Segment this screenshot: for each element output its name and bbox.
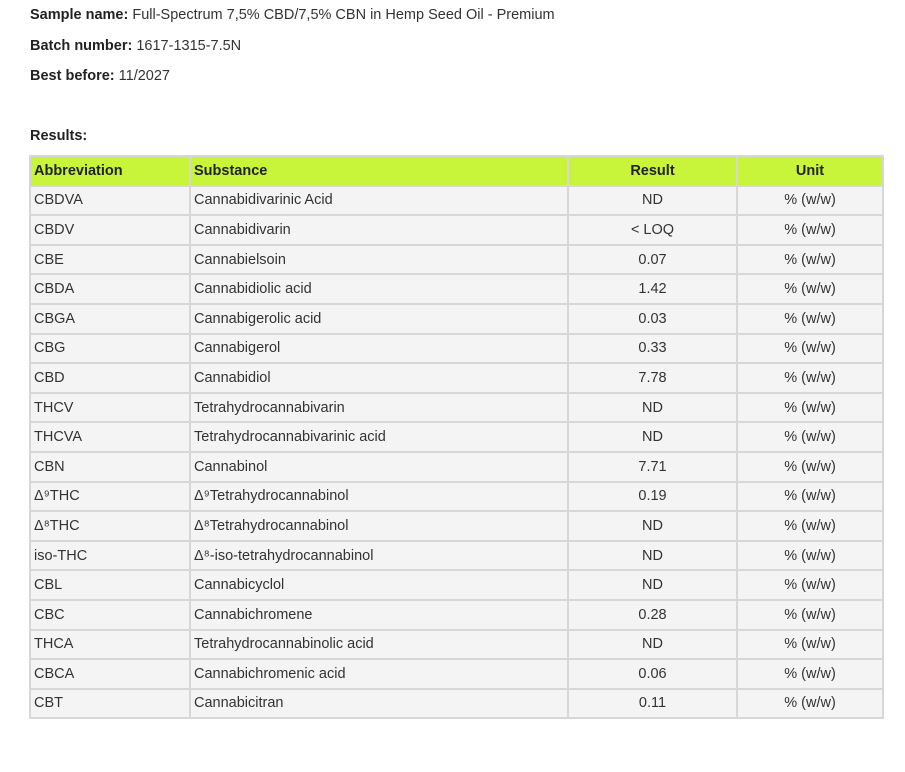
cell-abbreviation: THCVA <box>30 422 190 452</box>
cell-result: 0.06 <box>568 659 737 689</box>
cell-result: ND <box>568 630 737 660</box>
cell-result: 0.11 <box>568 689 737 719</box>
cell-abbreviation: CBG <box>30 334 190 364</box>
cell-unit: % (w/w) <box>737 570 883 600</box>
cell-unit: % (w/w) <box>737 274 883 304</box>
results-table-body <box>30 186 883 719</box>
cell-result: 7.78 <box>568 363 737 393</box>
cell-result: ND <box>568 570 737 600</box>
cell-substance: Cannabidiol <box>190 363 568 393</box>
cell-abbreviation: THCV <box>30 393 190 423</box>
cell-unit: % (w/w) <box>737 689 883 719</box>
sample-name-line <box>30 0 555 31</box>
table-row <box>30 452 883 482</box>
table-row <box>30 422 883 452</box>
best-before-line <box>30 61 555 92</box>
cell-unit: % (w/w) <box>737 630 883 660</box>
table-row <box>30 334 883 364</box>
table-row <box>30 600 883 630</box>
cell-substance: Cannabidiolic acid <box>190 274 568 304</box>
column-header-unit: Unit <box>737 156 883 186</box>
cell-substance: Cannabinol <box>190 452 568 482</box>
column-header-substance: Substance <box>190 156 568 186</box>
table-row <box>30 304 883 334</box>
cell-result: 0.33 <box>568 334 737 364</box>
cell-result: ND <box>568 393 737 423</box>
cell-unit: % (w/w) <box>737 363 883 393</box>
cell-abbreviation: iso-THC <box>30 541 190 571</box>
cell-substance: Cannabicyclol <box>190 570 568 600</box>
table-row <box>30 511 883 541</box>
cell-abbreviation: CBDV <box>30 215 190 245</box>
cell-abbreviation: CBC <box>30 600 190 630</box>
cell-result: 0.28 <box>568 600 737 630</box>
results-table <box>29 155 884 719</box>
cell-substance: Δ⁸-iso-tetrahydrocannabinol <box>190 541 568 571</box>
cell-abbreviation: THCA <box>30 630 190 660</box>
cell-unit: % (w/w) <box>737 482 883 512</box>
cell-substance: Cannabidivarin <box>190 215 568 245</box>
cell-abbreviation: CBDVA <box>30 186 190 216</box>
table-row <box>30 630 883 660</box>
cell-substance: Cannabigerolic acid <box>190 304 568 334</box>
cell-result: < LOQ <box>568 215 737 245</box>
batch-number-line <box>30 31 555 62</box>
cell-unit: % (w/w) <box>737 452 883 482</box>
cell-result: ND <box>568 186 737 216</box>
column-header-result: Result <box>568 156 737 186</box>
cell-substance: Cannabichromene <box>190 600 568 630</box>
best-before-value: 11/2027 <box>118 68 170 84</box>
cell-unit: % (w/w) <box>737 393 883 423</box>
best-before-label: Best before: <box>30 68 115 84</box>
cell-abbreviation: CBN <box>30 452 190 482</box>
cell-substance: Cannabicitran <box>190 689 568 719</box>
cell-result: 7.71 <box>568 452 737 482</box>
cell-result: ND <box>568 422 737 452</box>
cell-substance: Δ⁸Tetrahydrocannabinol <box>190 511 568 541</box>
cell-abbreviation: CBT <box>30 689 190 719</box>
table-row <box>30 393 883 423</box>
table-row <box>30 363 883 393</box>
cell-unit: % (w/w) <box>737 422 883 452</box>
cell-substance: Cannabigerol <box>190 334 568 364</box>
batch-number-value: 1617-1315-7.5N <box>136 37 242 54</box>
column-header-abbreviation: Abbreviation <box>30 156 190 186</box>
cell-result: 1.42 <box>568 274 737 304</box>
cell-unit: % (w/w) <box>737 659 883 689</box>
cell-abbreviation: CBE <box>30 245 190 275</box>
cell-substance: Cannabielsoin <box>190 245 568 275</box>
table-row <box>30 570 883 600</box>
cell-unit: % (w/w) <box>737 215 883 245</box>
table-row <box>30 482 883 512</box>
cell-substance: Tetrahydrocannabivarinic acid <box>190 422 568 452</box>
cell-abbreviation: Δ⁸THC <box>30 511 190 541</box>
cell-result: 0.03 <box>568 304 737 334</box>
cell-unit: % (w/w) <box>737 304 883 334</box>
cell-substance: Tetrahydrocannabinolic acid <box>190 630 568 660</box>
table-row <box>30 215 883 245</box>
cell-substance: Tetrahydrocannabivarin <box>190 393 568 423</box>
sample-name-label: Sample name: <box>30 7 129 23</box>
cell-substance: Δ⁹Tetrahydrocannabinol <box>190 482 568 512</box>
cell-unit: % (w/w) <box>737 334 883 364</box>
sample-name-value: Full-Spectrum 7,5% CBD/7,5% CBN in Hemp Seed Oil - Premium <box>132 7 555 23</box>
cell-abbreviation: CBCA <box>30 659 190 689</box>
table-row <box>30 541 883 571</box>
cell-result: 0.07 <box>568 245 737 275</box>
cell-abbreviation: CBD <box>30 363 190 393</box>
cell-unit: % (w/w) <box>737 541 883 571</box>
cell-abbreviation: CBDA <box>30 274 190 304</box>
cell-unit: % (w/w) <box>737 186 883 216</box>
cell-substance: Cannabidivarinic Acid <box>190 186 568 216</box>
cell-unit: % (w/w) <box>737 245 883 275</box>
table-row <box>30 245 883 275</box>
table-row <box>30 689 883 719</box>
table-row <box>30 659 883 689</box>
cell-unit: % (w/w) <box>737 600 883 630</box>
batch-number-label: Batch number: <box>30 37 133 54</box>
cell-abbreviation: CBGA <box>30 304 190 334</box>
results-heading: Results: <box>30 128 88 144</box>
sample-info <box>30 0 555 92</box>
cell-abbreviation: CBL <box>30 570 190 600</box>
cell-abbreviation: Δ⁹THC <box>30 482 190 512</box>
table-header-row <box>30 156 883 186</box>
cell-result: ND <box>568 511 737 541</box>
cell-unit: % (w/w) <box>737 511 883 541</box>
table-row <box>30 186 883 216</box>
table-row <box>30 274 883 304</box>
cell-result: 0.19 <box>568 482 737 512</box>
cell-result: ND <box>568 541 737 571</box>
cell-substance: Cannabichromenic acid <box>190 659 568 689</box>
